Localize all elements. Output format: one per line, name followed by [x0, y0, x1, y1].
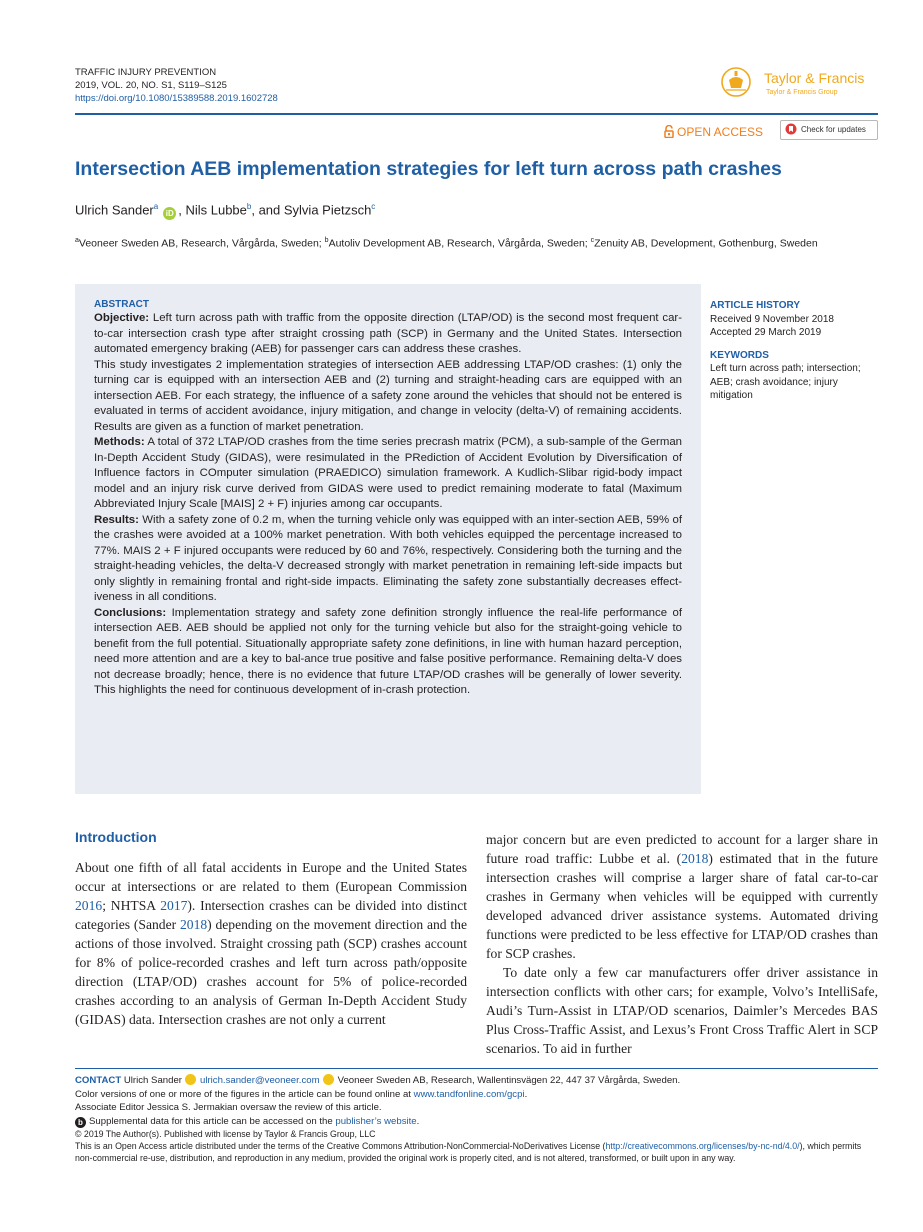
- intro-paragraph: major concern but are even predicted to account for a larger share in future road traffic: Lubbe et al. (2018) estimated that in the future intersection crashes will comprise a larger share of fatal car-to-car crashes in Germany when vehicles will be equipped with currently developed advanced driver assistance systems. Automated driving functions were predicted to be less effective for LTAP/OD crashes than for SCP crashes.: [486, 832, 878, 961]
- citation-link[interactable]: 2018: [179, 917, 208, 932]
- address-icon: [323, 1074, 334, 1085]
- publisher-website-link[interactable]: publisher’s website: [335, 1115, 417, 1127]
- supplemental-note: b Supplemental data for this article can be accessed on the publisher’s website.: [75, 1115, 880, 1129]
- check-for-updates-button[interactable]: [780, 120, 878, 140]
- email-icon: [185, 1074, 196, 1085]
- body-column-right: [486, 830, 878, 1058]
- abstract-conclusions: Conclusions: Implementation strategy and safety zone definition strongly influence the real-life performance of intersection AEB. AEB should be applied not only for the turning vehicle but also for the straight-going vehicle to benefit from the full potential. Situationally appropriate safety zone definitions, in line with human hazard perception, need more attention and are a key to bal-ance true positive and false positive performance. Remaining delta-V does not decrease broadly; hence, there is no evidence that future LTAP/OD crashes will be generally of lower severity. This highlights the need for continuous development of in-crash protection.: [94, 606, 682, 696]
- license-text: This is an Open Access article distributed under the terms of the Creative Commons Attribution-NonCommercial-NoDerivatives License (http://creativecommons.org/licenses/by-nc-nd/4.0/), which permits non-commercial re-use, distribution, and reproduction in any medium, provided the original work is properly cited, and is not altered, transformed, or built upon in any way.: [75, 1141, 862, 1163]
- keywords-heading: KEYWORDS: [710, 349, 769, 361]
- header-divider: [75, 113, 878, 115]
- contact-line: CONTACT Ulrich Sander ulrich.sander@veoneer.com Veoneer Sweden AB, Research, Wallentinsvägen 22, 447 37 Vårgårda, Sweden.: [75, 1075, 681, 1086]
- affiliations: $^a$Veoneer Sweden AB, Research, Vårgårda, Sweden; $^b$Autoliv Development AB, Research, Vårgårda, Sweden; $^c$Zenuity AB, Development, Gothenburg, Sweden: [75, 237, 818, 250]
- open-lock-icon: [664, 125, 674, 138]
- gcpi-link[interactable]: www.tandfonline.com/gcpi: [413, 1088, 525, 1100]
- doi-link[interactable]: https://doi.org/10.1080/15389588.2019.1602728: [75, 93, 278, 104]
- publisher-name: Taylor & Francis: [764, 70, 865, 86]
- abstract-results: Results: With a safety zone of 0.2 m, when the turning vehicle only was equipped with an inter-section AEB, 59% of the crashes were avoided at a 100% market penetration. With both vehicles equipped the percentage increased to 77%. MAIS 2 + F injured occupants were reduced by 60 and 76%, respectively. Considering both the turning and the straight-heading vehicles, the delta-V decreased strongly with market penetration in remaining left-side impacts but only slightly in remaining frontal and right-side impacts. Eliminating the safety zone substantially decreases effect-iveness in all conditions.: [94, 513, 682, 603]
- affiliation-marker: c: [371, 202, 376, 211]
- abstract-box: [75, 284, 701, 794]
- check-updates-label: Check for updates: [801, 125, 866, 134]
- intro-paragraph: About one fifth of all fatal accidents in Europe and the United States occur at intersections or are related to them (European Commission 2016; NHTSA 2017). Intersection crashes can be divided into distinct categories (Sander 2018) depending on the movement direction and the actions of those involved. Straight crossing path (SCP) crashes account for 8% of police-recorded crashes and left turn across path/opposite direction (LTAP/OD) crashes account for 5% of police-recorded crashes according to an analysis of German In-Depth Accident Study (GIDAS) data. Intersection crashes are not only a current: [75, 860, 468, 1027]
- orcid-icon[interactable]: iD: [163, 207, 176, 220]
- author-name[interactable]: Sylvia Pietzsch: [283, 202, 372, 218]
- abstract-text: [94, 298, 682, 699]
- publisher-logo[interactable]: [720, 66, 880, 106]
- open-access-label: OPEN ACCESS: [677, 125, 764, 139]
- check-updates-icon: [785, 123, 797, 135]
- email-link[interactable]: ulrich.sander@veoneer.com: [199, 1075, 320, 1086]
- journal-volume: 2019, VOL. 20, NO. S1, S119–S125: [75, 80, 227, 91]
- intro-paragraph: To date only a few car manufacturers offer driver assistance in intersection conflicts with other cars; for example, Volvo’s IntelliSafe, Audi’s Turn-Assist in LTAP/OD scenarios, Daimler’s Mercedes BAS Plus Cross-Traffic Assist, and Lexus’s Front Cross Traffic Alert in SCP scenarios. To aid in further: [486, 965, 878, 1056]
- abstract-methods: Methods: A total of 372 LTAP/OD crashes from the time series precrash matrix (PCM), a sub-sample of the German In-Depth Accident Study (GIDAS), were resimulated in the PRediction of Accident Evolution by Diversification of Influence factors in COmputer simulation (PRAEDICO) simulation framework. A Kudlich-Slibar rigid-body impact model and an injury risk curve derived from GIDAS were used to predict remaining moderate to fatal (Maximum Abbreviated Injury Scale [MAIS] 2 + F) injuries among car occupants.: [94, 436, 682, 510]
- copyright: © 2019 The Author(s). Published with license by Taylor & Francis Group, LLC: [75, 1129, 376, 1139]
- footer-divider: [75, 1068, 878, 1069]
- author-name[interactable]: Nils Lubbe: [185, 202, 247, 218]
- affiliation-marker: a: [153, 202, 159, 211]
- body-column-left: [75, 858, 467, 1029]
- publisher-group: Taylor & Francis Group: [766, 89, 838, 96]
- taylor-francis-logo-icon: [720, 66, 752, 98]
- received-date: Received 9 November 2018: [710, 313, 834, 325]
- journal-header: [75, 66, 278, 105]
- affiliation-marker: b: [246, 202, 252, 211]
- citation-link[interactable]: 2017: [160, 898, 188, 913]
- author-list: Ulrich Sander$^a$iD , Nils Lubbe$^b$, and Sylvia Pietzsch$^c$: [75, 202, 376, 219]
- abstract-objective: Objective: Left turn across path with traffic from the opposite direction (LTAP/OD) is the second most frequent car-to-car intersection crash type after straight crossing path (SCP) in Germany and the United States. Intersection automated emergency braking (AEB) for passenger cars can address these crashes.: [94, 312, 682, 355]
- accepted-date: Accepted 29 March 2019: [710, 327, 822, 338]
- article-title: Intersection AEB implementation strategies for left turn across path crashes: [75, 158, 782, 180]
- author-name[interactable]: Ulrich Sander: [75, 202, 154, 218]
- keywords-list: Left turn across path; intersection; AEB; crash avoidance; injury mitigation: [710, 363, 861, 401]
- introduction-heading: Introduction: [75, 829, 157, 845]
- article-footer: [75, 1074, 880, 1164]
- supplement-icon: b: [75, 1117, 86, 1128]
- journal-name: TRAFFIC INJURY PREVENTION: [75, 67, 217, 78]
- citation-link[interactable]: 2018: [681, 851, 709, 866]
- abstract-objective-2: This study investigates 2 implementation strategies of intersection AEB addressing LTAP/OD crashes: (1) only the turning car is equipped with an intersection AEB and (2) turning and straight-heading cars are equipped with an intersection AEB. For each strategy, the influence of a safety zone around the vehicles that should not be entered is evaluated in terms of accident avoidance, injury mitigation, and change in velocity (delta-V) of remaining accidents. Results are given as a function of market penetration.: [94, 358, 682, 433]
- open-access-badge: [664, 125, 763, 139]
- editor-note: Associate Editor Jessica S. Jermakian oversaw the review of this article.: [75, 1102, 382, 1113]
- article-history-heading: ARTICLE HISTORY: [710, 300, 801, 311]
- citation-link[interactable]: 2016: [75, 898, 103, 913]
- color-note: Color versions of one or more of the figures in the article can be found online at www.tandfonline.com/gcpi.: [75, 1088, 528, 1100]
- abstract-heading: ABSTRACT: [94, 299, 149, 310]
- license-link[interactable]: http://creativecommons.org/licenses/by-nc-nd/4.0/: [605, 1141, 800, 1151]
- article-info-sidebar: [710, 299, 880, 403]
